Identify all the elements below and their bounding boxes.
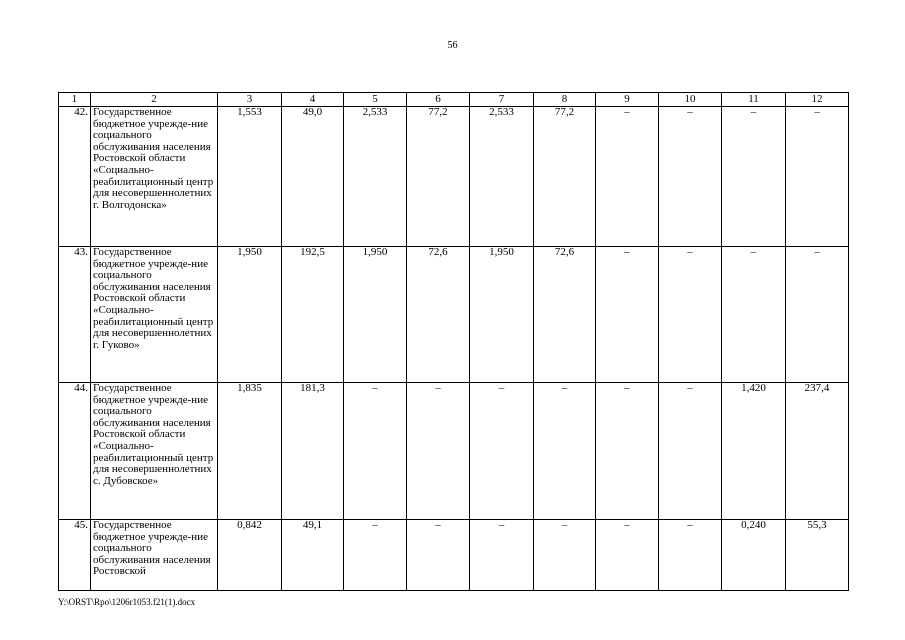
value-cell: 77,2 [407, 107, 470, 247]
table-row [59, 247, 849, 383]
value-cell: 55,3 [786, 520, 849, 591]
header-cell: 8 [534, 93, 596, 107]
value-cell: 237,4 [786, 383, 849, 520]
value-cell: 2,533 [344, 107, 407, 247]
value-cell: 2,533 [470, 107, 534, 247]
value-cell: – [407, 383, 470, 520]
value-cell: – [596, 107, 659, 247]
file-path-footer: Y:\ORST\Rpo\1206r1053.f21(1).docx [58, 597, 196, 607]
value-cell: 1,553 [218, 107, 282, 247]
header-cell: 4 [282, 93, 344, 107]
value-cell: – [344, 520, 407, 591]
value-cell: 77,2 [534, 107, 596, 247]
header-cell: 10 [659, 93, 722, 107]
value-cell: – [722, 107, 786, 247]
value-cell: – [596, 247, 659, 383]
value-cell: – [534, 383, 596, 520]
header-cell: 3 [218, 93, 282, 107]
header-cell: 9 [596, 93, 659, 107]
value-cell: 181,3 [282, 383, 344, 520]
value-cell: 1,950 [470, 247, 534, 383]
value-cell: – [659, 520, 722, 591]
value-cell: – [596, 520, 659, 591]
row-number: 45. [59, 520, 91, 591]
data-table [58, 92, 849, 591]
value-cell: 192,5 [282, 247, 344, 383]
row-number: 42. [59, 107, 91, 247]
value-cell: – [534, 520, 596, 591]
value-cell: 1,950 [344, 247, 407, 383]
institution-name: Государственное бюджетное учрежде-ние социального обслуживания населения Ростовской области «Социально-реабилитационный центр для несовершеннолетних г. Гуково» [91, 247, 218, 383]
value-cell: – [786, 107, 849, 247]
institution-name: Государственное бюджетное учрежде-ние социального обслуживания населения Ростовской области «Социально-реабилитационный центр для несовершеннолетних с. Дубовское» [91, 383, 218, 520]
page-number: 56 [447, 40, 458, 51]
value-cell: – [344, 383, 407, 520]
header-cell: 7 [470, 93, 534, 107]
header-cell: 11 [722, 93, 786, 107]
header-cell: 6 [407, 93, 470, 107]
value-cell: – [659, 107, 722, 247]
value-cell: 72,6 [407, 247, 470, 383]
value-cell: 1,835 [218, 383, 282, 520]
table-row [59, 107, 849, 247]
value-cell: 49,1 [282, 520, 344, 591]
value-cell: 0,240 [722, 520, 786, 591]
row-number: 43. [59, 247, 91, 383]
header-cell: 12 [786, 93, 849, 107]
header-cell: 2 [91, 93, 218, 107]
header-cell: 5 [344, 93, 407, 107]
value-cell: 0,842 [218, 520, 282, 591]
value-cell: 1,950 [218, 247, 282, 383]
institution-name: Государственное бюджетное учрежде-ние социального обслуживания населения Ростовской [91, 520, 218, 591]
header-row [59, 93, 849, 107]
value-cell: 72,6 [534, 247, 596, 383]
value-cell: – [786, 247, 849, 383]
table-row [59, 383, 849, 520]
value-cell: – [470, 520, 534, 591]
value-cell: – [722, 247, 786, 383]
value-cell: – [659, 247, 722, 383]
value-cell: – [407, 520, 470, 591]
value-cell: – [596, 383, 659, 520]
row-number: 44. [59, 383, 91, 520]
value-cell: – [659, 383, 722, 520]
value-cell: – [470, 383, 534, 520]
table-row [59, 520, 849, 591]
value-cell: 1,420 [722, 383, 786, 520]
header-cell: 1 [59, 93, 91, 107]
value-cell: 49,0 [282, 107, 344, 247]
institution-name: Государственное бюджетное учрежде-ние социального обслуживания населения Ростовской области «Социально-реабилитационный центр для несовершеннолетних г. Волгодонска» [91, 107, 218, 247]
